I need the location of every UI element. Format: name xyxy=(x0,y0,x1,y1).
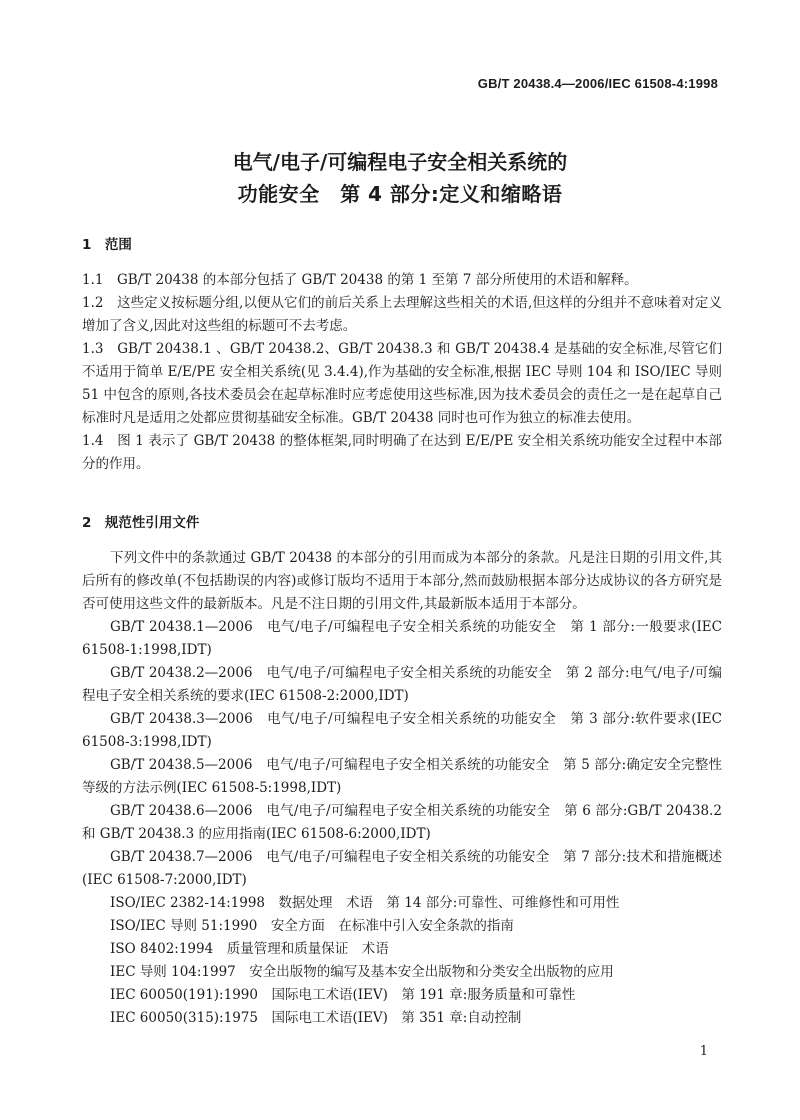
reference-item: GB/T 20438.2—2006 电气/电子/可编程电子安全相关系统的功能安全 第 2 部分:电气/电子/可编程电子安全相关系统的要求(IEC 61508-2:2000,IDT) xyxy=(82,665,722,704)
document-title xyxy=(0,146,800,210)
title-line-1: 电气/电子/可编程电子安全相关系统的 xyxy=(232,150,568,174)
clause-1-3: 1.3 GB/T 20438.1 、GB/T 20438.2、GB/T 20438.3 和 GB/T 20438.4 是基础的安全标准,尽管它们不适用于简单 E/E/PE 安全相关系统(见 3.4.4),作为基础的安全标准,根据 IEC 导则 104 和 ISO/IEC 导则 51 中包含的原则,各技术委员会在起草标准时应考虑使用这些标准,因为技术委员会的责任之一是在起草自己标准时凡是适用之处都应贯彻基础安全标准。GB/T 20438 同时也可作为独立的标准去使用。 xyxy=(82,341,722,426)
clause-1-1: 1.1 GB/T 20438 的本部分包括了 GB/T 20438 的第 1 至第 7 部分所使用的术语和解释。 xyxy=(82,272,638,288)
reference-item: IEC 60050(315):1975 国际电工术语(IEV) 第 351 章:自动控制 xyxy=(110,1010,522,1026)
reference-item: GB/T 20438.6—2006 电气/电子/可编程电子安全相关系统的功能安全 第 6 部分:GB/T 20438.2和 GB/T 20438.3 的应用指南(IEC 61508-6:2000,IDT) xyxy=(82,803,722,842)
reference-item: GB/T 20438.7—2006 电气/电子/可编程电子安全相关系统的功能安全 第 7 部分:技术和措施概述(IEC 61508-7:2000,IDT) xyxy=(82,849,722,888)
reference-item: ISO/IEC 导则 51:1990 安全方面 在标准中引入安全条款的指南 xyxy=(110,918,514,934)
clause-1-2: 1.2 这些定义按标题分组,以便从它们的前后关系上去理解这些相关的术语,但这样的分组并不意味着对定义增加了含义,因此对这些组的标题可不去考虑。 xyxy=(82,295,722,334)
section-heading: 2 规范性引用文件 xyxy=(82,515,200,531)
reference-item: GB/T 20438.5—2006 电气/电子/可编程电子安全相关系统的功能安全 第 5 部分:确定安全完整性等级的方法示例(IEC 61508-5:1998,IDT) xyxy=(82,757,722,796)
reference-item: GB/T 20438.1—2006 电气/电子/可编程电子安全相关系统的功能安全 第 1 部分:一般要求(IEC 61508-1:1998,IDT) xyxy=(82,619,722,658)
page-number: 1 xyxy=(699,1044,708,1059)
clause-1-4: 1.4 图 1 表示了 GB/T 20438 的整体框架,同时明确了在达到 E/E/PE 安全相关系统功能安全过程中本部分的作用。 xyxy=(82,433,722,472)
reference-item: ISO/IEC 2382-14:1998 数据处理 术语 第 14 部分:可靠性、可维修性和可用性 xyxy=(110,895,620,911)
reference-item: IEC 导则 104:1997 安全出版物的编写及基本安全出版物和分类安全出版物的应用 xyxy=(110,964,614,980)
section-heading: 1 范围 xyxy=(82,237,132,253)
reference-item: ISO 8402:1994 质量管理和质量保证 术语 xyxy=(110,941,389,957)
section-scope xyxy=(82,234,722,476)
title-line-2: 功能安全 第 4 部分:定义和缩略语 xyxy=(237,182,563,206)
references-intro: 下列文件中的条款通过 GB/T 20438 的本部分的引用而成为本部分的条款。凡是注日期的引用文件,其后所有的修改单(不包括勘误的内容)或修订版均不适用于本部分,然而鼓励根据本部分达成协议的各方研究是否可使用这些文件的最新版本。凡是不注日期的引用文件,其最新版本适用于本部分。 xyxy=(82,550,722,612)
section-normative-references xyxy=(82,512,722,1030)
reference-item: IEC 60050(191):1990 国际电工术语(IEV) 第 191 章:服务质量和可靠性 xyxy=(110,987,576,1003)
reference-item: GB/T 20438.3—2006 电气/电子/可编程电子安全相关系统的功能安全 第 3 部分:软件要求(IEC 61508-3:1998,IDT) xyxy=(82,711,722,750)
watermark-logo: bzxz xyxy=(200,141,318,206)
standard-code: GB/T 20438.4—2006/IEC 61508-4:1998 xyxy=(477,76,718,91)
